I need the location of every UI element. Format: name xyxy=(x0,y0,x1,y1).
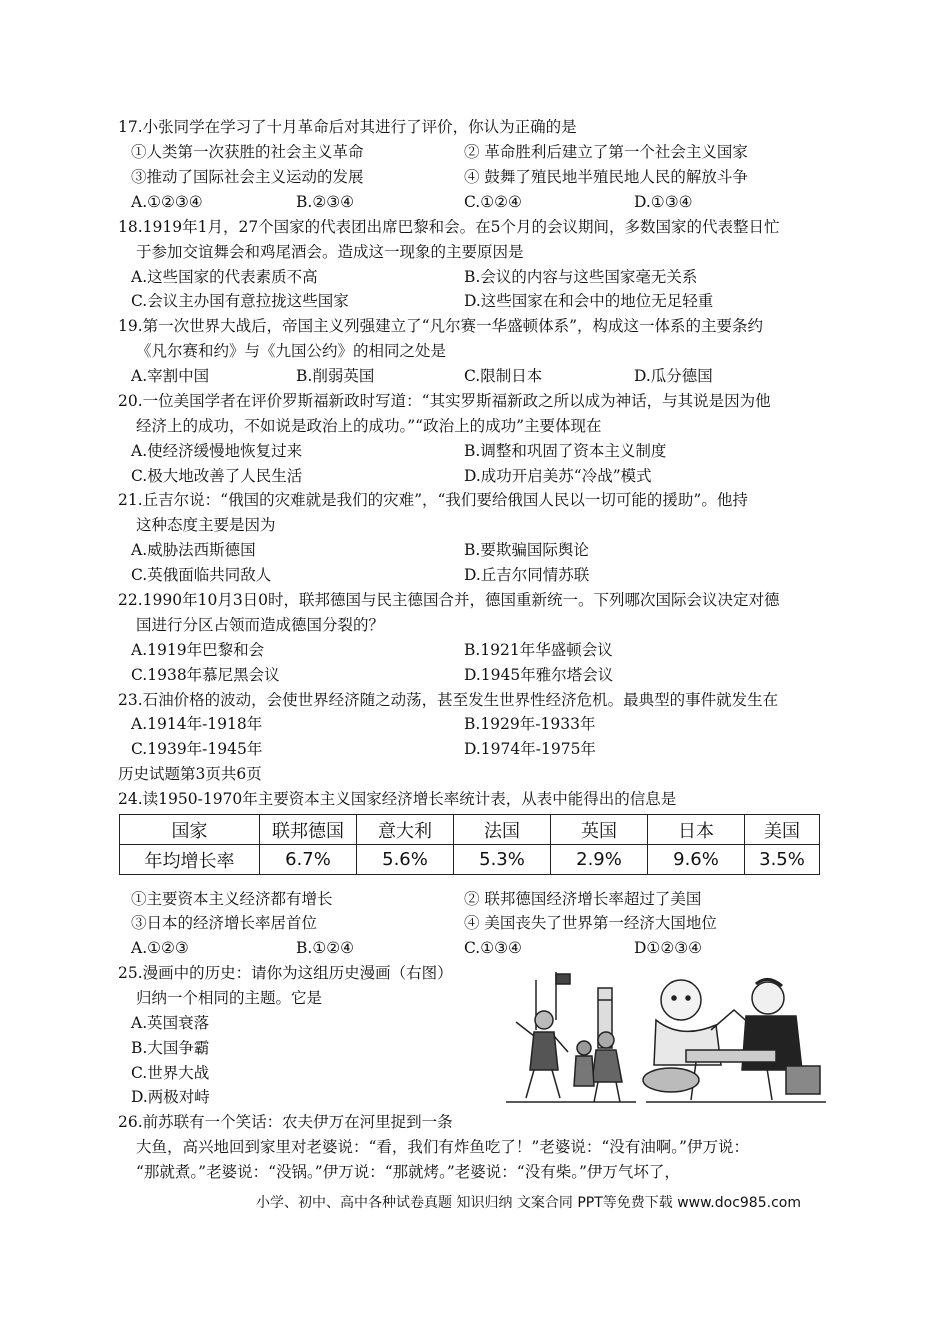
q17-option-b: B.②③④ xyxy=(296,193,355,211)
q24-item-2: ② 联邦德国经济增长率超过了美国 xyxy=(464,890,702,908)
q22-stem-line2: 国进行分区占领而造成德国分裂的？ xyxy=(136,616,385,634)
q21-option-c: C.英俄面临共同敌人 xyxy=(131,566,272,584)
q23-option-b: B.1929年-1933年 xyxy=(464,715,596,733)
table-cell: 年均增长率 xyxy=(120,845,260,875)
q22-option-a: A.1919年巴黎和会 xyxy=(131,641,265,659)
q17-option-a: A.①②③④ xyxy=(131,193,203,211)
q21-stem-line1: 21.丘吉尔说：“俄国的灾难就是我们的灾难”，“我们要给俄国人民以一切可能的援助”。他持 xyxy=(118,491,748,509)
q23-option-d: D.1974年-1975年 xyxy=(464,740,596,758)
q17-stem: 17.小张同学在学习了十月革命后对其进行了评价，你认为正确的是 xyxy=(118,118,577,136)
footer-text: 小学、初中、高中各种试卷真题 知识归纳 文案合同 PPT等免费下载 www.doc985.com xyxy=(256,1195,801,1211)
history-cartoon-image xyxy=(506,970,828,1104)
table-header-cell: 联邦德国 xyxy=(260,815,357,845)
q20-option-b: B.调整和巩固了资本主义制度 xyxy=(464,442,667,460)
table-cell: 6.7% xyxy=(260,845,357,875)
q25-option-c: C.世界大战 xyxy=(131,1064,210,1082)
q23-option-c: C.1939年-1945年 xyxy=(131,740,263,758)
table-row xyxy=(120,845,820,875)
page-label: 历史试题第3页共6页 xyxy=(118,765,262,783)
table-cell: 5.6% xyxy=(357,845,454,875)
q20-option-d: D.成功开启美苏“冷战”模式 xyxy=(464,467,652,485)
q17-option-d: D.①③④ xyxy=(634,193,693,211)
q23-stem: 23.石油价格的波动，会使世界经济随之动荡，甚至发生世界性经济危机。最典型的事件就发生在 xyxy=(118,691,779,709)
q19-stem-line2: 《凡尔赛和约》与《九国公约》的相同之处是 xyxy=(136,342,447,360)
q21-option-b: B.要欺骗国际舆论 xyxy=(464,541,589,559)
q24-item-4: ④ 美国丧失了世界第一经济大国地位 xyxy=(464,914,717,932)
table-header-row xyxy=(120,815,820,845)
q24-stem: 24.读1950-1970年主要资本主义国家经济增长率统计表，从表中能得出的信息是 xyxy=(118,790,677,808)
table-cell: 2.9% xyxy=(551,845,648,875)
q17-item-4: ④ 鼓舞了殖民地半殖民地人民的解放斗争 xyxy=(464,168,748,186)
cartoon-right-panel xyxy=(643,979,826,1102)
q24-option-d: D①②③④ xyxy=(634,939,703,957)
q19-option-b: B.削弱英国 xyxy=(296,367,375,385)
q19-option-a: A.宰割中国 xyxy=(131,367,210,385)
q24-option-c: C.①③④ xyxy=(464,939,522,957)
q20-option-a: A.使经济缓慢地恢复过来 xyxy=(131,442,303,460)
table-header-cell: 美国 xyxy=(745,815,820,845)
q26-line2: 大鱼，高兴地回到家里对老婆说：“看，我们有炸鱼吃了！”老婆说：“没有油啊。”伊万说： xyxy=(136,1138,749,1156)
table-cell: 3.5% xyxy=(745,845,820,875)
table-cell: 9.6% xyxy=(648,845,745,875)
q26-line1: 26.前苏联有一个笑话：农夫伊万在河里捉到一条 xyxy=(118,1113,453,1131)
q22-option-d: D.1945年雅尔塔会议 xyxy=(464,666,614,684)
q17-item-3: ③推动了国际社会主义运动的发展 xyxy=(131,168,364,186)
q18-option-a: A.这些国家的代表素质不高 xyxy=(131,268,318,286)
q25-option-a: A.英国衰落 xyxy=(131,1014,210,1032)
q24-item-1: ①主要资本主义经济都有增长 xyxy=(131,890,333,908)
q17-item-2: ② 革命胜利后建立了第一个社会主义国家 xyxy=(464,143,748,161)
q22-stem-line1: 22.1990年10月3日0时，联邦德国与民主德国合并，德国重新统一。下列哪次国际会议决定对德 xyxy=(118,591,780,609)
q21-option-a: A.威胁法西斯德国 xyxy=(131,541,256,559)
q25-stem-line2: 归纳一个相同的主题。它是 xyxy=(136,989,323,1007)
table-header-cell: 国家 xyxy=(120,815,260,845)
q18-option-d: D.这些国家在和会中的地位无足轻重 xyxy=(464,292,714,310)
q18-stem-line1: 18.1919年1月，27个国家的代表团出席巴黎和会。在5个月的会议期间，多数国家的代表整日忙 xyxy=(118,218,780,236)
q24-option-b: B.①②④ xyxy=(296,939,355,957)
q20-option-c: C.极大地改善了人民生活 xyxy=(131,467,303,485)
q19-option-d: D.瓜分德国 xyxy=(634,367,713,385)
table-header-cell: 意大利 xyxy=(357,815,454,845)
table-header-cell: 法国 xyxy=(454,815,551,845)
q21-stem-line2: 这种态度主要是因为 xyxy=(136,516,276,534)
growth-rate-table xyxy=(119,814,820,875)
q24-option-a: A.①②③ xyxy=(131,939,189,957)
q25-stem-line1: 25.漫画中的历史：请你为这组历史漫画（右图） xyxy=(118,964,453,982)
q20-stem-line2: 经济上的成功，不如说是政治上的成功。”“政治上的成功”主要体现在 xyxy=(136,417,602,435)
q25-option-d: D.两极对峙 xyxy=(131,1088,210,1106)
q17-item-1: ①人类第一次获胜的社会主义革命 xyxy=(131,143,364,161)
q18-option-b: B.会议的内容与这些国家毫无关系 xyxy=(464,268,698,286)
table-cell: 5.3% xyxy=(454,845,551,875)
q22-option-c: C.1938年慕尼黑会议 xyxy=(131,666,280,684)
q23-option-a: A.1914年-1918年 xyxy=(131,715,263,733)
q22-option-b: B.1921年华盛顿会议 xyxy=(464,641,613,659)
q24-item-3: ③日本的经济增长率居首位 xyxy=(131,914,318,932)
q26-line3: “那就煮。”老婆说：“没锅。”伊万说：“那就烤。”老婆说：“没有柴。”伊万气坏了， xyxy=(136,1163,680,1181)
q18-option-c: C.会议主办国有意拉拢这些国家 xyxy=(131,292,349,310)
q19-stem-line1: 19.第一次世界大战后，帝国主义列强建立了“凡尔赛一华盛顿体系”，构成这一体系的主要条约 xyxy=(118,317,764,335)
cartoon-left-panel xyxy=(506,972,636,1102)
q18-stem-line2: 于参加交谊舞会和鸡尾酒会。造成这一现象的主要原因是 xyxy=(136,243,524,261)
q25-option-b: B.大国争霸 xyxy=(131,1039,210,1057)
q21-option-d: D.丘吉尔同情苏联 xyxy=(464,566,590,584)
table-header-cell: 英国 xyxy=(551,815,648,845)
table-header-cell: 日本 xyxy=(648,815,745,845)
q17-option-c: C.①②④ xyxy=(464,193,522,211)
q19-option-c: C.限制日本 xyxy=(464,367,543,385)
q20-stem-line1: 20.一位美国学者在评价罗斯福新政时写道：“其实罗斯福新政之所以成为神话，与其说是因为他 xyxy=(118,392,771,410)
